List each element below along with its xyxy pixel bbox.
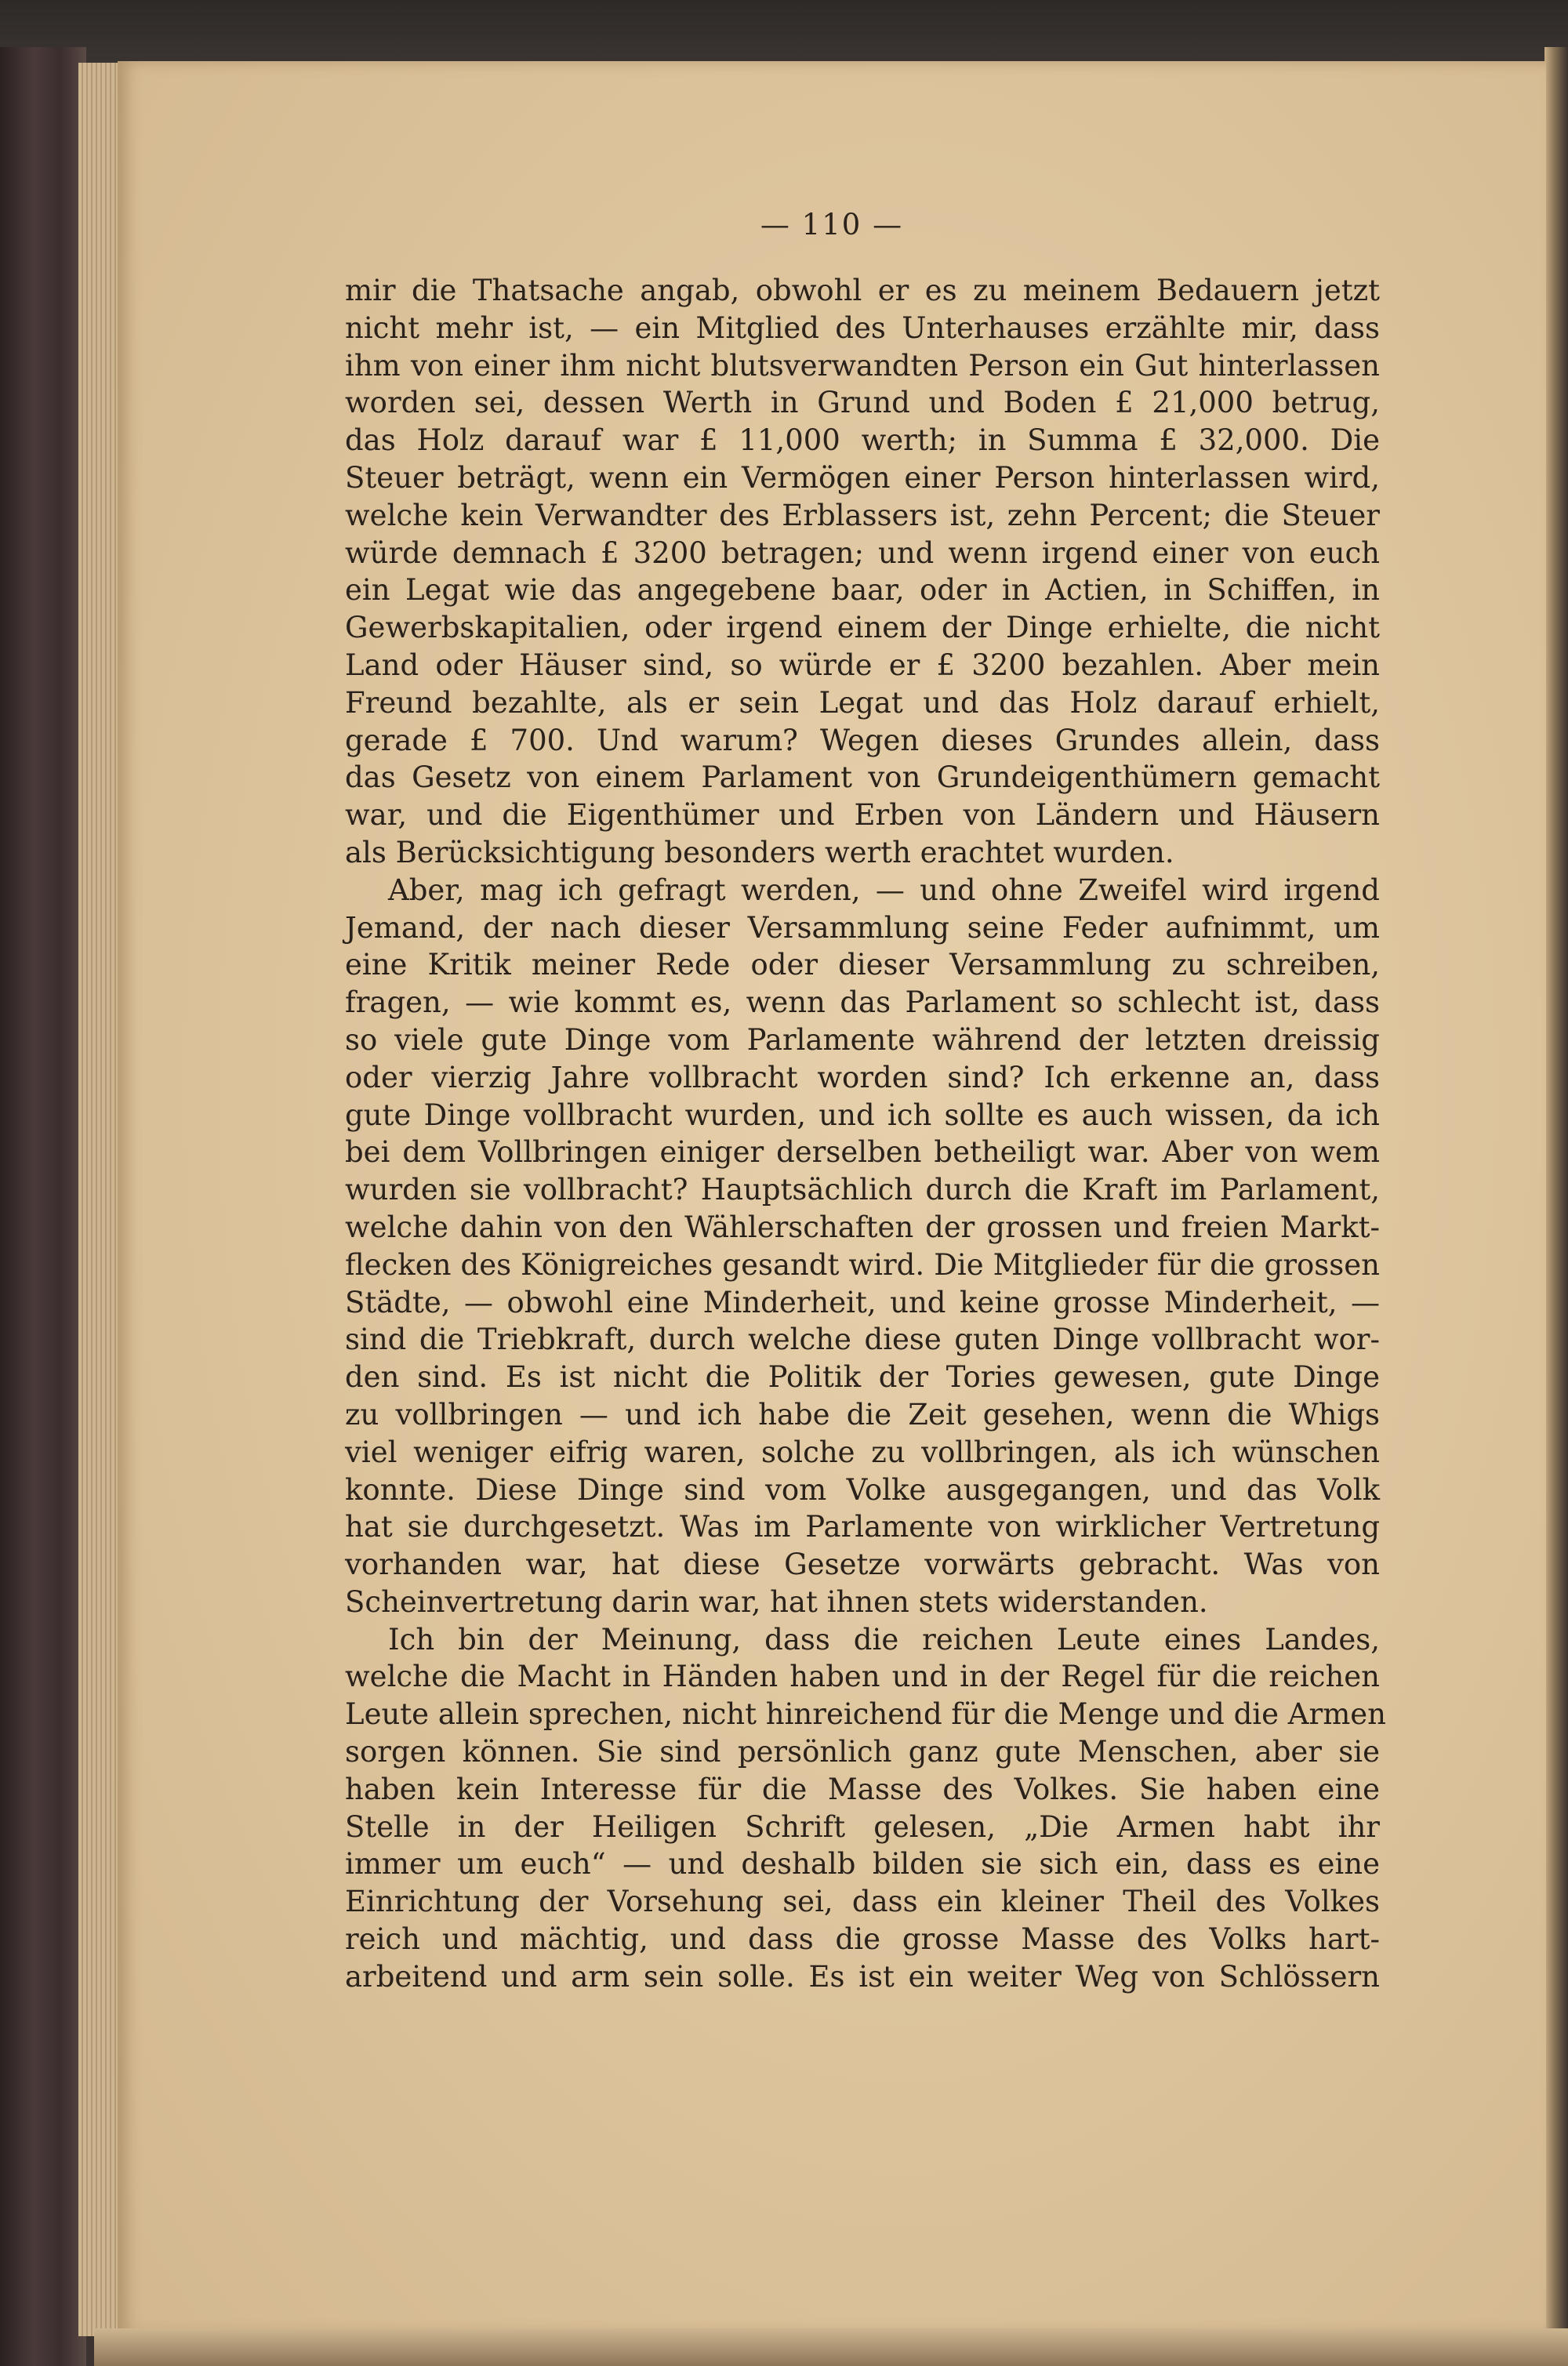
text-line: welche dahin von den Wählerschaften der grossen und freien Markt- xyxy=(345,1210,1380,1244)
text-line: Aber, mag ich gefragt werden, — und ohne Zweifel wird irgend xyxy=(388,873,1380,907)
text-line: zu vollbringen — und ich habe die Zeit gesehen, wenn die Whigs xyxy=(345,1397,1380,1432)
text-line: bei dem Vollbringen einiger derselben betheiligt war. Aber von wem xyxy=(345,1135,1380,1170)
text-line: eine Kritik meiner Rede oder dieser Versammlung zu schreiben, xyxy=(345,948,1380,982)
bottom-page-edge xyxy=(94,2328,1568,2366)
text-line: Ich bin der Meinung, dass die reichen Leute eines Landes, xyxy=(388,1622,1380,1657)
text-line: worden sei, dessen Werth in Grund und Boden £ 21,000 betrug, xyxy=(345,386,1380,420)
text-line: flecken des Königreiches gesandt wird. Die Mitglieder für die grossen xyxy=(345,1247,1380,1282)
text-line: Gewerbskapitalien, oder irgend einem der Dinge erhielte, die nicht xyxy=(345,611,1380,645)
text-line: Jemand, der nach dieser Versammlung seine Feder aufnimmt, um xyxy=(345,910,1380,945)
text-line: sorgen können. Sie sind persönlich ganz gute Menschen, aber sie xyxy=(345,1735,1380,1769)
text-line: gerade £ 700. Und warum? Wegen dieses Grundes allein, dass xyxy=(345,723,1380,757)
text-line: Leute allein sprechen, nicht hinreichend für die Menge und die Armen xyxy=(345,1697,1387,1732)
background-top xyxy=(0,0,1568,71)
text-line: welche kein Verwandter des Erblassers ist, zehn Percent; die Steuer xyxy=(345,498,1380,532)
text-line: das Gesetz von einem Parlament von Grundeigenthümern gemacht xyxy=(345,760,1380,795)
text-line: den sind. Es ist nicht die Politik der Tories gewesen, gute Dinge xyxy=(345,1360,1380,1395)
book-cover xyxy=(0,47,86,2366)
text-line: Scheinvertretung darin war, hat ihnen stets widerstanden. xyxy=(345,1584,1208,1619)
text-line: viel weniger eifrig waren, solche zu vollbringen, als ich wünschen xyxy=(345,1435,1380,1469)
text-line: das Holz darauf war £ 11,000 werth; in Summa £ 32,000. Die xyxy=(345,423,1380,458)
text-line: welche die Macht in Händen haben und in der Regel für die reichen xyxy=(345,1660,1380,1694)
page-number: — 110 — xyxy=(760,208,904,241)
text-line: haben kein Interesse für die Masse des Volkes. Sie haben eine xyxy=(345,1772,1380,1806)
text-line: als Berücksichtigung besonders werth erachtet wurden. xyxy=(345,835,1174,869)
text-line: Freund bezahlte, als er sein Legat und das Holz darauf erhielt, xyxy=(345,685,1380,720)
text-line: Städte, — obwohl eine Minderheit, und keine grosse Minderheit, — xyxy=(345,1285,1380,1319)
text-line: mir die Thatsache angab, obwohl er es zu meinem Bedauern jetzt xyxy=(345,274,1380,307)
text-line: so viele gute Dinge vom Parlamente während der letzten dreissig xyxy=(345,1022,1380,1057)
text-line: Stelle in der Heiligen Schrift gelesen, „Die Armen habt ihr xyxy=(345,1809,1380,1844)
text-line: vorhanden war, hat diese Gesetze vorwärts gebracht. Was von xyxy=(345,1548,1380,1582)
text-line: fragen, — wie kommt es, wenn das Parlament so schlecht ist, dass xyxy=(345,985,1380,1020)
text-line: ein Legat wie das angegebene baar, oder in Actien, in Schiffen, in xyxy=(345,573,1380,608)
text-line: konnte. Diese Dinge sind vom Volke ausgegangen, und das Volk xyxy=(345,1472,1380,1507)
text-line: wurden sie vollbracht? Hauptsächlich durch die Kraft im Parlament, xyxy=(345,1173,1380,1207)
text-line: immer um euch“ — und deshalb bilden sie sich ein, dass es eine xyxy=(345,1847,1380,1882)
text-line: nicht mehr ist, — ein Mitglied des Unterhauses erzählte mir, dass xyxy=(345,310,1380,345)
text-line: Einrichtung der Vorsehung sei, dass ein kleiner Theil des Volkes xyxy=(345,1885,1380,1919)
text-line: ihm von einer ihm nicht blutsverwandten Person ein Gut hinterlassen xyxy=(345,348,1380,383)
text-line: war, und die Eigenthümer und Erben von Ländern und Häusern xyxy=(345,798,1380,833)
text-line: hat sie durchgesetzt. Was im Parlamente von wirklicher Vertretung xyxy=(345,1510,1380,1544)
text-line: Steuer beträgt, wenn ein Vermögen einer Person hinterlassen wird, xyxy=(345,460,1380,495)
text-line: würde demnach £ 3200 betragen; und wenn irgend einer von euch xyxy=(345,535,1380,570)
text-line: reich und mächtig, und dass die grosse Masse des Volks hart- xyxy=(345,1922,1380,1957)
text-line: sind die Triebkraft, durch welche diese guten Dinge vollbracht wor- xyxy=(345,1323,1380,1357)
page-body-text xyxy=(345,272,1387,1996)
right-page-edge xyxy=(1544,47,1568,2366)
text-line: Land oder Häuser sind, so würde er £ 3200 bezahlen. Aber mein xyxy=(345,648,1380,682)
text-line: gute Dinge vollbracht wurden, und ich sollte es auch wissen, da ich xyxy=(345,1098,1380,1132)
text-line: arbeitend und arm sein solle. Es ist ein weiter Weg von Schlössern xyxy=(345,1959,1380,1994)
text-line: oder vierzig Jahre vollbracht worden sind? Ich erkenne an, dass xyxy=(345,1060,1380,1094)
